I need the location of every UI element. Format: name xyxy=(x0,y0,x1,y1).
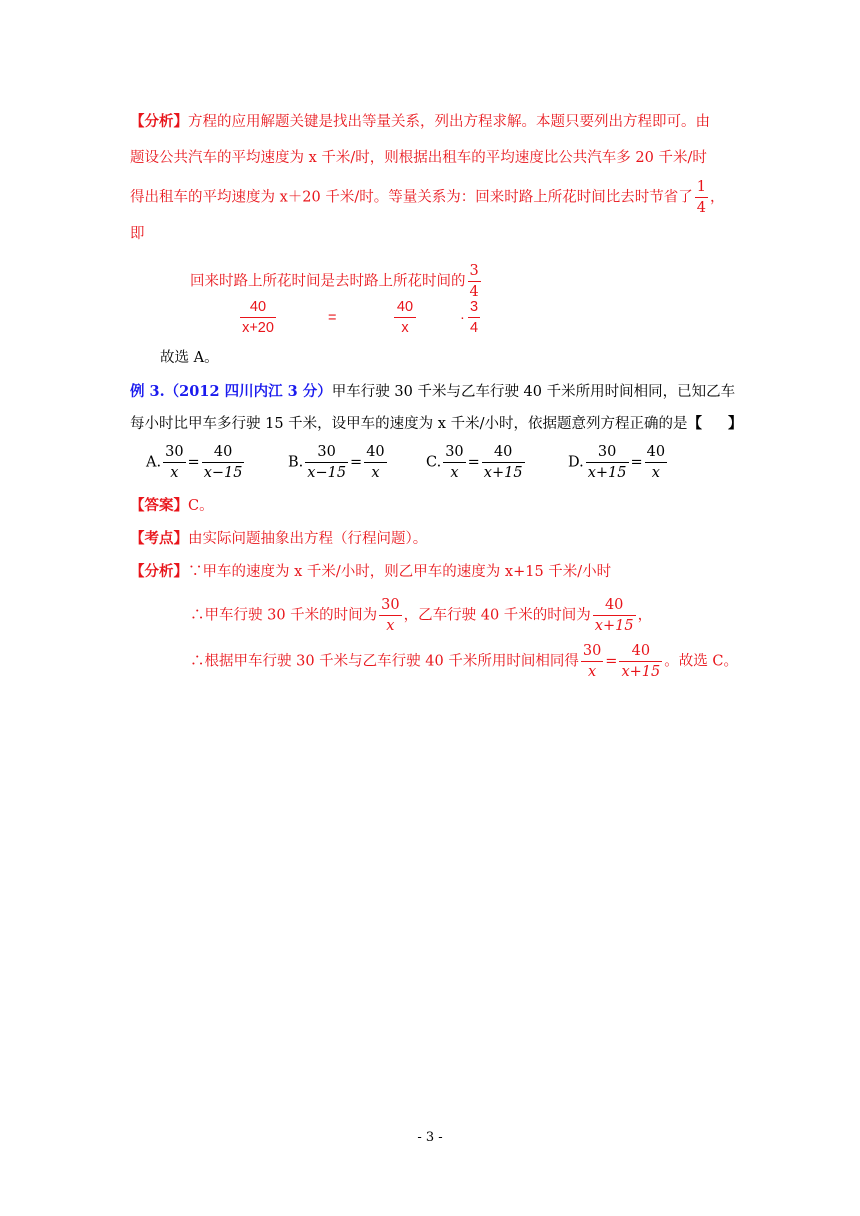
option-c[interactable] xyxy=(426,443,527,482)
analysis2-text1: ∵甲车的速度为 x 千米/小时，则乙甲车的速度为 x+15 千米/小时 xyxy=(188,564,612,580)
fraction-one-quarter xyxy=(695,178,708,217)
frac-num: 3 xyxy=(468,262,481,282)
answer-text: C。 xyxy=(188,498,214,514)
frac-den: x+15 xyxy=(621,664,661,680)
analysis1-line5 xyxy=(190,262,483,301)
equals: = xyxy=(187,454,200,471)
frac-num: 30 xyxy=(163,443,185,463)
bracket-close: 】 xyxy=(727,415,743,432)
point-text: 由实际问题抽象出方程（行程问题）。 xyxy=(188,531,428,547)
analysis2-text2a: ∴甲车行驶 30 千米的时间为 xyxy=(190,607,378,624)
equation-mid-fraction xyxy=(392,298,418,337)
analysis2-line3 xyxy=(190,642,738,681)
equation-dot: · xyxy=(460,310,465,326)
frac-den: x−15 xyxy=(307,465,347,481)
fraction-40-over-x15 xyxy=(619,642,662,681)
option-b[interactable] xyxy=(288,443,389,482)
analysis2-text2b: ，乙车行驶 40 千米的时间为 xyxy=(403,607,591,624)
frac-den: x xyxy=(170,465,179,481)
frac-num: 40 xyxy=(240,298,276,318)
point-label: 【考点】 xyxy=(130,530,188,547)
equals: = xyxy=(605,653,618,670)
frac-num: 3 xyxy=(468,298,480,318)
equals: = xyxy=(350,454,363,471)
frac-den: x−15 xyxy=(203,465,243,481)
frac-num: 40 xyxy=(593,596,636,616)
analysis1-comma: ， xyxy=(709,189,725,206)
example3-label: 例 3.（2012 四川内江 3 分） xyxy=(130,383,332,400)
option-letter: D. xyxy=(568,454,584,471)
analysis2-line1 xyxy=(130,562,611,582)
frac-num: 40 xyxy=(394,298,416,318)
option-letter: B. xyxy=(288,454,304,471)
frac-den: 4 xyxy=(469,284,479,300)
equals: = xyxy=(630,454,643,471)
option-letter: A. xyxy=(146,454,162,471)
analysis1-text1: 方程的应用解题关键是找出等量关系，列出方程求解。本题只要列出方程即可。由 xyxy=(188,114,710,130)
analysis2-comma: ， xyxy=(637,607,653,624)
analysis2-line2 xyxy=(190,596,652,635)
frac-den: x xyxy=(651,465,660,481)
analysis2-text3a: ∴根据甲车行驶 30 千米与乙车行驶 40 千米所用时间相同得 xyxy=(190,653,579,670)
frac-den: x+15 xyxy=(483,465,523,481)
example3-text2: 每小时比甲车多行驶 15 千米，设甲车的速度为 x 千米/小时，依据题意列方程正确的是 xyxy=(130,416,688,432)
fraction-30-over-x xyxy=(379,596,401,635)
fraction-three-quarters xyxy=(468,262,481,301)
example3-text1: 甲车行驶 30 千米与乙车行驶 40 千米所用时间相同，已知乙车 xyxy=(331,384,736,400)
frac-num: 30 xyxy=(443,443,465,463)
equation-left-fraction xyxy=(238,298,278,337)
frac-den: x+15 xyxy=(587,465,627,481)
analysis2-text3b: 。故选 C。 xyxy=(664,653,738,670)
frac-den: x xyxy=(401,320,409,336)
frac-den: x xyxy=(587,664,597,680)
frac-den: 4 xyxy=(696,200,706,216)
analysis1-line2: 题设公共汽车的平均速度为 x 千米/时，则根据出租车的平均速度比公共汽车多 20 千米/时 xyxy=(130,150,707,166)
option-d[interactable] xyxy=(568,443,669,482)
equals: = xyxy=(467,454,480,471)
frac-den: x+20 xyxy=(242,320,274,336)
analysis1-text3: 得出租车的平均速度为 x＋20 千米/时。等量关系为：回来时路上所花时间比去时节省了 xyxy=(130,189,693,206)
frac-den: x xyxy=(450,465,459,481)
frac-den: 4 xyxy=(470,320,479,336)
fraction-30-over-x xyxy=(581,642,603,681)
example3-line1 xyxy=(130,382,735,402)
analysis1-text5: 回来时路上所花时间是去时路上所花时间的 xyxy=(190,273,466,290)
frac-num: 30 xyxy=(581,642,603,662)
frac-den: x xyxy=(386,618,395,634)
answer-line xyxy=(130,496,214,516)
option-a[interactable] xyxy=(146,443,246,482)
bracket-open: 【 xyxy=(687,415,702,432)
analysis-label: 【分析】 xyxy=(130,563,188,580)
analysis-label: 【分析】 xyxy=(130,113,188,130)
choose-a: 故选 A。 xyxy=(160,350,219,366)
frac-num: 40 xyxy=(619,642,662,662)
frac-num: 40 xyxy=(645,443,667,463)
frac-num: 30 xyxy=(379,596,401,616)
frac-num: 40 xyxy=(202,443,245,463)
fraction-40-over-x15 xyxy=(593,596,636,635)
analysis1-line3 xyxy=(130,178,724,217)
example3-line2 xyxy=(130,414,742,434)
frac-num: 40 xyxy=(364,443,386,463)
frac-den: x xyxy=(371,465,380,481)
analysis1-line4: 即 xyxy=(130,226,145,242)
equation-right-fraction xyxy=(466,298,482,337)
frac-num: 30 xyxy=(305,443,348,463)
answer-label: 【答案】 xyxy=(130,497,188,514)
frac-num: 40 xyxy=(482,443,525,463)
analysis1-line1 xyxy=(130,112,710,132)
equation-equals: = xyxy=(328,310,337,326)
point-line xyxy=(130,529,427,549)
frac-num: 30 xyxy=(586,443,629,463)
page-number: - 3 - xyxy=(417,1130,443,1145)
frac-den: x+15 xyxy=(594,618,634,634)
option-letter: C. xyxy=(426,454,442,471)
frac-num: 1 xyxy=(695,178,708,198)
